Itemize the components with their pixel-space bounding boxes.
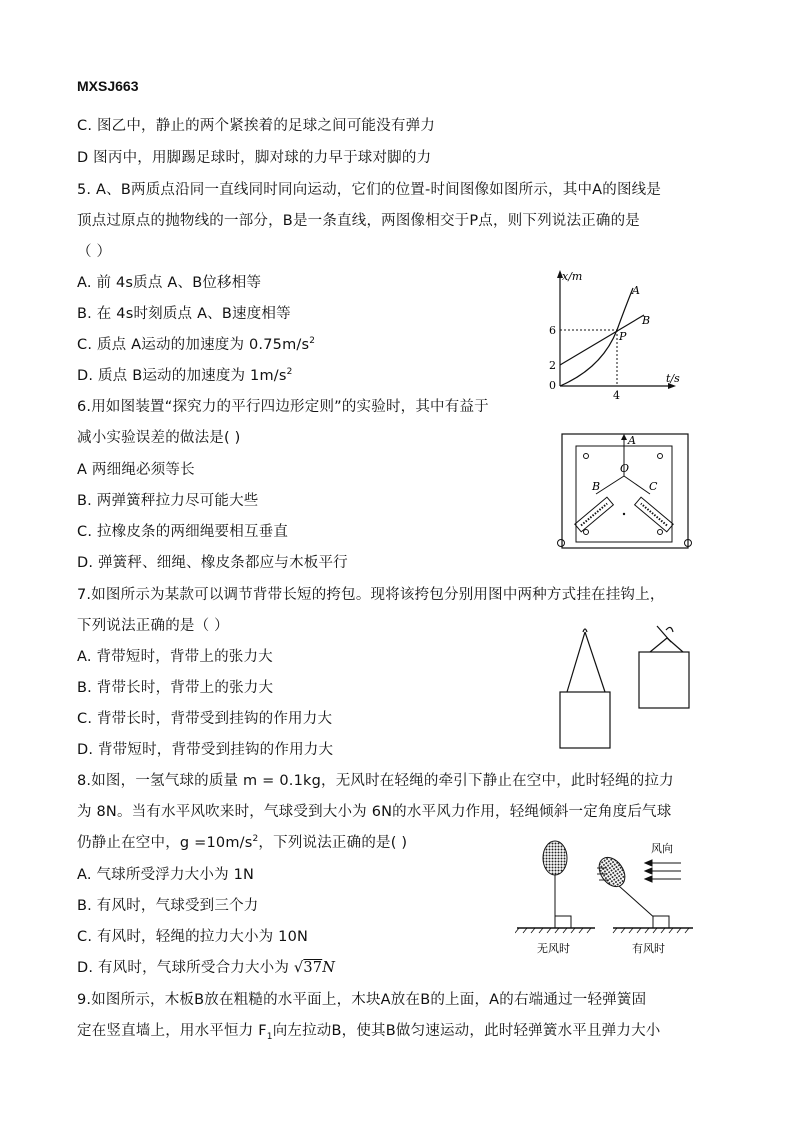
x-tick-4: 4 [613,389,620,402]
caption-wind: 有风时 [632,942,665,955]
x-axis-label: t/s [666,372,680,385]
q6-option-c: C. 拉橡皮条的两细绳要相互垂直 [77,524,289,540]
y-tick-2: 2 [549,359,556,372]
q7-option-d: D. 背带短时，背带受到挂钩的作用力大 [77,742,334,758]
sqrt-radicand: 37 [303,960,323,976]
sqrt-unit: N [322,960,336,976]
line-b-label: B [642,314,651,327]
q9-stem-line2: 定在竖直墙上，用水平恒力 $F_1$向左拉动B，使其B做匀速运动，此时轻弹簧水平且弹力大小 [77,1023,661,1042]
q8-option-c: C. 有风时，轻绳的拉力大小为 10N [77,929,309,945]
point-p-label: P [619,330,627,343]
q6-option-b: B. 两弹簧秤拉力尽可能大些 [77,493,259,509]
q6-stem-line2: 减小实验误差的做法是( ) [77,430,241,446]
q7-option-c: C. 背带长时，背带受到挂钩的作用力大 [77,711,333,727]
superscript: 2 [286,367,293,378]
q8-option-a: A. 气球所受浮力大小为 1N [77,867,255,883]
q6-option-d: D. 弹簧秤、细绳、橡皮条都应与木板平行 [77,555,348,571]
point-o-label: O [620,462,630,475]
q4-option-d: D 图丙中，用脚踢足球时，脚对球的力早于球对脚的力 [77,150,432,166]
q7-option-b: B. 背带长时，背带上的张力大 [77,680,274,696]
point-a-label: A [628,434,636,447]
caption-no-wind: 无风时 [537,942,570,955]
y-axis-label: x/m [562,270,583,283]
wind-direction-label: 风向 [651,842,673,855]
y-tick-6: 6 [549,324,556,337]
force-board-figure [556,432,696,552]
q9-stem-line1: 9.如图所示，木板B放在粗糙的水平面上，木块A放在B的上面，A的右端通过一轻弹簧固 [77,992,647,1008]
q8-stem-line1: 8.如图，一氢气球的质量 m = 0.1kg，无风时在轻绳的牵引下静止在空中，此时轻绳的拉力 [77,773,674,789]
document-code: MXSJ663 [77,78,139,94]
q5-answer-blank: （ ） [77,244,112,260]
q5-stem-line2: 顶点过原点的抛物线的一部分，B是一条直线，两图像相交于P点，则下列说法正确的是 [77,213,640,229]
superscript: 2 [309,336,316,347]
bag-hanging-figure [553,622,698,752]
q5-option-b: B. 在 4s时刻质点 A、B速度相等 [77,306,291,322]
superscript: 2 [252,834,259,845]
q7-stem-line2: 下列说法正确的是（ ） [77,618,229,634]
q6-option-a: A 两细绳必须等长 [77,462,195,478]
q6-stem-line1: 6.用如图装置“探究力的平行四边形定则”的实验时，其中有益于 [77,399,489,415]
q5-option-a: A. 前 4s质点 A、B位移相等 [77,275,262,291]
subscript: 1 [266,1031,273,1042]
q5-stem-line1: 5. A、B两质点沿同一直线同时同向运动，它们的位置-时间图像如图所示，其中A的图线是 [77,182,662,198]
q7-option-a: A. 背带短时，背带上的张力大 [77,649,273,665]
q8-option-b: B. 有风时，气球受到三个力 [77,898,259,914]
spring-b-label: B [592,480,601,493]
spring-c-label: C [649,480,658,493]
q8-stem-line3: 仍静止在空中，$g =10m/s^2$，下列说法正确的是( ) [77,834,408,851]
xt-graph-figure [540,268,680,403]
q4-option-c: C. 图乙中，静止的两个紧挨着的足球之间可能没有弹力 [77,118,436,134]
balloon-figure [515,830,695,960]
q7-stem-line1: 7.如图所示为某款可以调节背带长短的挎包。现将该挎包分别用图中两种方式挂在挂钩上， [77,587,665,603]
curve-a-label: A [632,284,640,297]
q5-option-c: C. 质点 A运动的加速度为 $0.75m/s^2$ [77,336,316,353]
q8-option-d: D. 有风时，气球所受合力大小为 √37N [77,960,336,976]
q5-option-d: D. 质点 B运动的加速度为 $1m/s^2$ [77,367,293,384]
origin-0: 0 [549,379,556,392]
q8-stem-line2: 为 8N。当有水平风吹来时，气球受到大小为 6N的水平风力作用，轻绳倾斜一定角度后气球 [77,804,672,820]
